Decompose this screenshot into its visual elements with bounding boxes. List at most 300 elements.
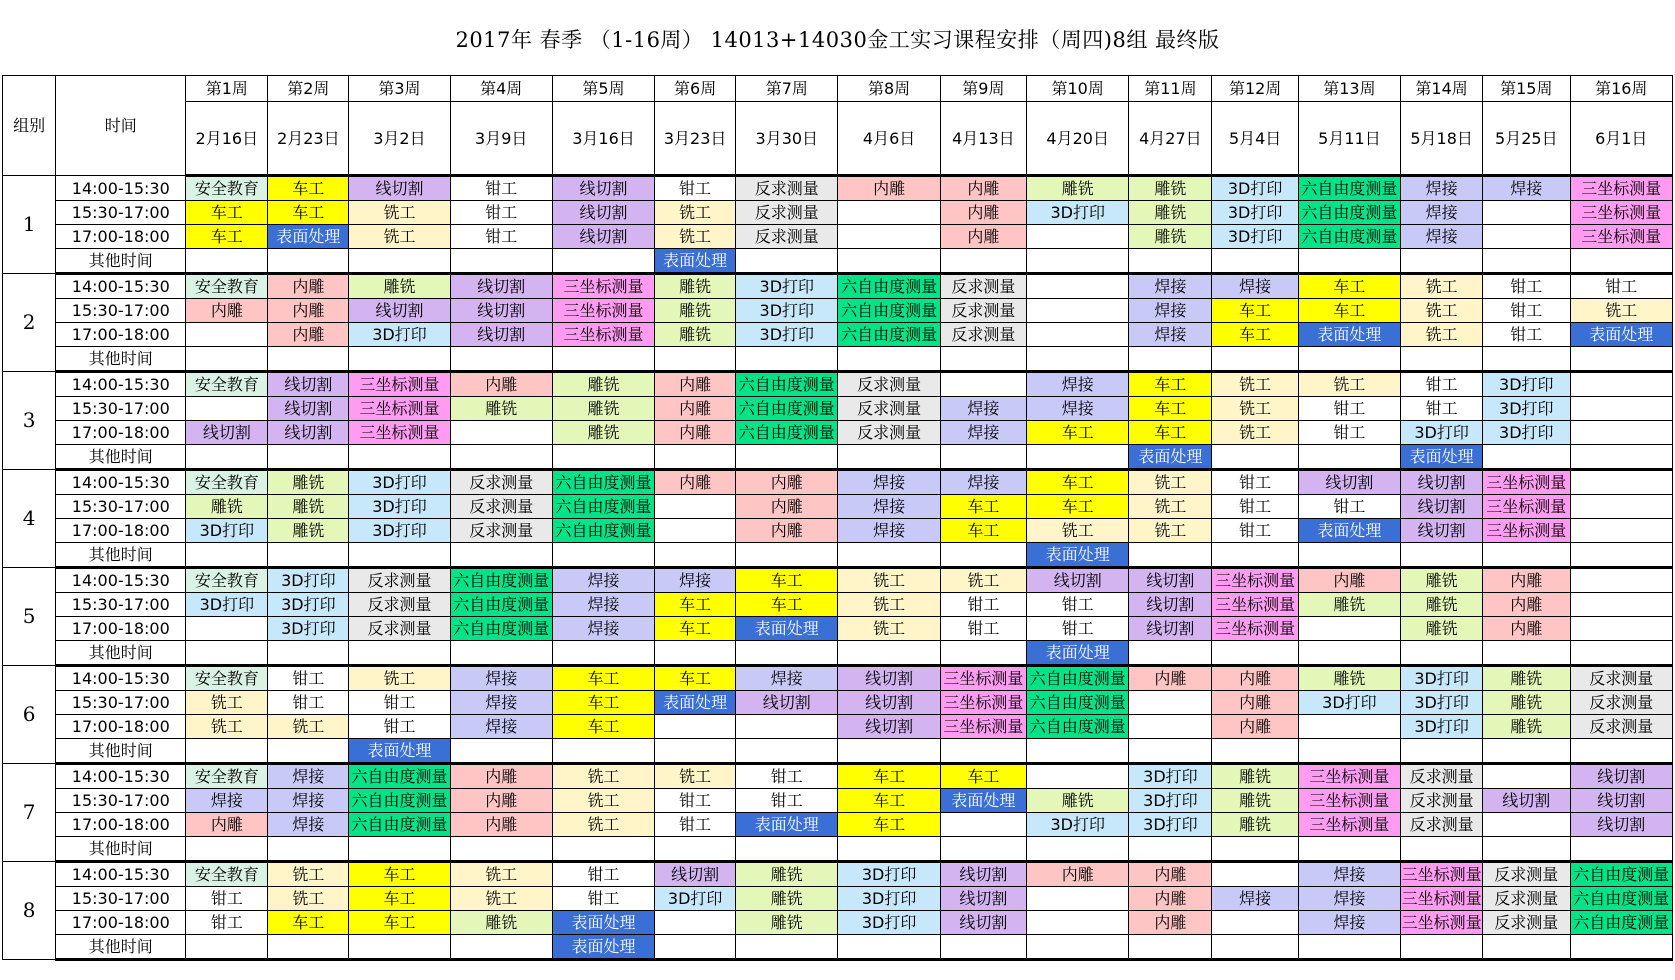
schedule-cell: 表面处理 <box>1129 445 1212 470</box>
time-slot-cell: 其他时间 <box>56 837 186 862</box>
schedule-cell: 反求测量 <box>349 593 450 617</box>
schedule-cell: 焊接 <box>268 764 349 789</box>
schedule-cell <box>349 641 450 666</box>
schedule-cell: 3D打印 <box>349 323 450 347</box>
schedule-cell: 雕铣 <box>268 519 349 543</box>
header-date-row <box>3 102 1673 176</box>
time-slot-cell: 14:00-15:30 <box>56 372 186 397</box>
schedule-cell: 3D打印 <box>349 495 450 519</box>
schedule-cell: 车工 <box>552 715 654 739</box>
schedule-row <box>3 739 1673 764</box>
schedule-cell: 线切割 <box>552 176 654 201</box>
schedule-cell: 雕铣 <box>1129 201 1212 225</box>
schedule-cell <box>940 641 1026 666</box>
schedule-cell: 3D打印 <box>186 593 268 617</box>
schedule-cell: 内雕 <box>186 813 268 837</box>
schedule-cell <box>736 347 838 372</box>
schedule-cell: 三坐标测量 <box>349 397 450 421</box>
schedule-cell: 雕铣 <box>1483 666 1570 691</box>
schedule-cell: 铣工 <box>1401 299 1483 323</box>
schedule-cell: 雕铣 <box>1212 813 1298 837</box>
schedule-cell: 钳工 <box>268 666 349 691</box>
schedule-cell: 铣工 <box>1212 421 1298 445</box>
schedule-cell: 线切割 <box>1570 764 1673 789</box>
schedule-cell <box>736 641 838 666</box>
schedule-cell: 反求测量 <box>736 176 838 201</box>
time-slot-cell: 15:30-17:00 <box>56 691 186 715</box>
schedule-cell: 钳工 <box>1483 323 1570 347</box>
schedule-cell: 反求测量 <box>940 299 1026 323</box>
schedule-row <box>3 495 1673 519</box>
schedule-cell <box>940 935 1026 960</box>
time-slot-cell: 17:00-18:00 <box>56 911 186 935</box>
schedule-cell: 3D打印 <box>1483 421 1570 445</box>
schedule-cell <box>1212 641 1298 666</box>
schedule-row <box>3 715 1673 739</box>
schedule-row <box>3 347 1673 372</box>
header-date: 5月18日 <box>1401 102 1483 176</box>
schedule-cell <box>736 543 838 568</box>
schedule-cell: 雕铣 <box>268 470 349 495</box>
schedule-cell <box>655 739 736 764</box>
schedule-cell: 雕铣 <box>736 911 838 935</box>
schedule-row <box>3 299 1673 323</box>
schedule-cell <box>736 739 838 764</box>
schedule-cell: 车工 <box>268 911 349 935</box>
schedule-cell: 钳工 <box>655 176 736 201</box>
schedule-cell: 焊接 <box>1129 323 1212 347</box>
schedule-cell: 3D打印 <box>1027 201 1129 225</box>
schedule-cell <box>186 837 268 862</box>
schedule-cell: 雕铣 <box>655 299 736 323</box>
schedule-cell: 反求测量 <box>450 495 552 519</box>
schedule-cell: 车工 <box>1212 299 1298 323</box>
schedule-cell: 线切割 <box>268 421 349 445</box>
schedule-cell: 六自由度测量 <box>1298 201 1400 225</box>
schedule-cell: 六自由度测量 <box>552 495 654 519</box>
schedule-cell <box>1483 813 1570 837</box>
schedule-cell: 三坐标测量 <box>1483 495 1570 519</box>
schedule-cell: 钳工 <box>1298 397 1400 421</box>
schedule-row <box>3 837 1673 862</box>
schedule-cell: 反求测量 <box>838 421 940 445</box>
schedule-cell: 3D打印 <box>349 470 450 495</box>
schedule-cell: 线切割 <box>1401 519 1483 543</box>
schedule-cell <box>838 739 940 764</box>
schedule-cell <box>268 641 349 666</box>
schedule-cell: 反求测量 <box>838 372 940 397</box>
schedule-row <box>3 887 1673 911</box>
schedule-cell: 六自由度测量 <box>450 593 552 617</box>
schedule-cell: 三坐标测量 <box>349 421 450 445</box>
schedule-cell: 铣工 <box>349 666 450 691</box>
schedule-cell: 安全教育 <box>186 470 268 495</box>
schedule-cell <box>1129 641 1212 666</box>
schedule-cell: 焊接 <box>1298 887 1400 911</box>
schedule-cell: 线切割 <box>1483 789 1570 813</box>
schedule-cell: 表面处理 <box>1570 323 1673 347</box>
schedule-cell <box>1298 641 1400 666</box>
schedule-cell: 线切割 <box>1027 568 1129 593</box>
time-slot-cell: 15:30-17:00 <box>56 397 186 421</box>
schedule-cell: 3D打印 <box>1027 813 1129 837</box>
schedule-cell: 钳工 <box>655 813 736 837</box>
schedule-cell: 焊接 <box>1401 201 1483 225</box>
header-week-row <box>3 76 1673 102</box>
schedule-cell: 铣工 <box>1570 299 1673 323</box>
schedule-cell: 3D打印 <box>186 519 268 543</box>
group-id-cell: 3 <box>3 372 56 470</box>
schedule-cell: 钳工 <box>186 911 268 935</box>
group-id-cell: 8 <box>3 862 56 960</box>
schedule-cell: 焊接 <box>838 470 940 495</box>
schedule-cell: 反求测量 <box>1483 862 1570 887</box>
page-title: 2017年 春季 （1-16周） 14013+14030金工实习课程安排（周四)8组 最终版 <box>455 28 1220 52</box>
schedule-cell: 雕铣 <box>1027 176 1129 201</box>
schedule-cell: 反求测量 <box>450 470 552 495</box>
schedule-row <box>3 911 1673 935</box>
schedule-cell <box>1401 249 1483 274</box>
schedule-cell <box>552 543 654 568</box>
schedule-cell: 雕铣 <box>1129 225 1212 249</box>
schedule-cell <box>736 249 838 274</box>
schedule-cell: 线切割 <box>349 299 450 323</box>
schedule-cell <box>1483 445 1570 470</box>
schedule-cell <box>655 715 736 739</box>
schedule-cell <box>1401 837 1483 862</box>
time-slot-cell: 15:30-17:00 <box>56 299 186 323</box>
schedule-cell: 表面处理 <box>1298 323 1400 347</box>
schedule-cell: 车工 <box>349 862 450 887</box>
schedule-cell: 铣工 <box>268 715 349 739</box>
schedule-cell: 六自由度测量 <box>450 568 552 593</box>
schedule-cell: 内雕 <box>655 397 736 421</box>
schedule-cell <box>450 421 552 445</box>
schedule-cell: 内雕 <box>186 299 268 323</box>
schedule-cell: 六自由度测量 <box>1027 666 1129 691</box>
schedule-cell: 线切割 <box>552 225 654 249</box>
schedule-cell: 六自由度测量 <box>1027 715 1129 739</box>
schedule-cell: 表面处理 <box>349 739 450 764</box>
schedule-cell: 内雕 <box>1483 568 1570 593</box>
time-slot-cell: 17:00-18:00 <box>56 225 186 249</box>
schedule-cell: 三坐标测量 <box>1570 176 1673 201</box>
schedule-cell: 线切割 <box>838 715 940 739</box>
schedule-cell: 焊接 <box>450 715 552 739</box>
time-slot-cell: 15:30-17:00 <box>56 495 186 519</box>
schedule-cell: 车工 <box>349 887 450 911</box>
schedule-cell <box>1212 445 1298 470</box>
schedule-cell: 钳工 <box>349 715 450 739</box>
schedule-cell: 焊接 <box>838 495 940 519</box>
schedule-cell: 雕铣 <box>450 397 552 421</box>
header-date: 5月25日 <box>1483 102 1570 176</box>
schedule-cell: 内雕 <box>838 176 940 201</box>
schedule-cell <box>268 739 349 764</box>
schedule-cell: 车工 <box>940 519 1026 543</box>
schedule-cell: 内雕 <box>1129 887 1212 911</box>
schedule-cell: 雕铣 <box>1129 176 1212 201</box>
schedule-cell <box>1129 691 1212 715</box>
schedule-cell <box>838 445 940 470</box>
time-slot-cell: 其他时间 <box>56 445 186 470</box>
schedule-cell: 反求测量 <box>1401 789 1483 813</box>
schedule-cell <box>1212 543 1298 568</box>
schedule-row <box>3 641 1673 666</box>
schedule-cell: 三坐标测量 <box>940 666 1026 691</box>
schedule-cell: 铣工 <box>940 568 1026 593</box>
schedule-cell: 六自由度测量 <box>1027 691 1129 715</box>
schedule-cell: 3D打印 <box>736 323 838 347</box>
schedule-cell <box>1298 543 1400 568</box>
schedule-cell: 三坐标测量 <box>940 715 1026 739</box>
schedule-row <box>3 543 1673 568</box>
schedule-cell: 车工 <box>838 789 940 813</box>
schedule-cell <box>1027 249 1129 274</box>
schedule-cell: 线切割 <box>940 911 1026 935</box>
time-slot-cell: 17:00-18:00 <box>56 617 186 641</box>
schedule-cell <box>1570 249 1673 274</box>
schedule-cell <box>1027 299 1129 323</box>
header-date: 2月16日 <box>186 102 268 176</box>
schedule-cell: 车工 <box>736 593 838 617</box>
schedule-cell: 3D打印 <box>1212 176 1298 201</box>
schedule-cell: 内雕 <box>268 299 349 323</box>
schedule-cell: 车工 <box>1298 274 1400 299</box>
time-slot-cell: 14:00-15:30 <box>56 470 186 495</box>
schedule-cell: 焊接 <box>1298 862 1400 887</box>
schedule-cell: 3D打印 <box>838 911 940 935</box>
schedule-row <box>3 666 1673 691</box>
schedule-cell: 安全教育 <box>186 372 268 397</box>
schedule-cell: 雕铣 <box>1027 789 1129 813</box>
schedule-cell: 六自由度测量 <box>349 764 450 789</box>
schedule-cell <box>1570 470 1673 495</box>
schedule-cell <box>940 813 1026 837</box>
schedule-cell: 焊接 <box>268 813 349 837</box>
schedule-cell: 雕铣 <box>1298 593 1400 617</box>
header-week: 第8周 <box>838 76 940 102</box>
schedule-row <box>3 372 1673 397</box>
schedule-cell <box>838 225 940 249</box>
schedule-cell <box>1570 445 1673 470</box>
schedule-cell: 铣工 <box>349 201 450 225</box>
schedule-row <box>3 691 1673 715</box>
schedule-cell: 雕铣 <box>186 495 268 519</box>
schedule-cell <box>268 543 349 568</box>
schedule-cell: 钳工 <box>1401 397 1483 421</box>
schedule-cell: 反求测量 <box>838 397 940 421</box>
schedule-cell: 雕铣 <box>552 421 654 445</box>
schedule-cell: 铣工 <box>1212 397 1298 421</box>
schedule-cell: 三坐标测量 <box>1298 813 1400 837</box>
schedule-cell <box>1483 249 1570 274</box>
schedule-cell: 三坐标测量 <box>1570 201 1673 225</box>
schedule-cell: 内雕 <box>940 201 1026 225</box>
schedule-cell <box>349 347 450 372</box>
schedule-cell <box>1570 372 1673 397</box>
schedule-cell <box>1212 862 1298 887</box>
schedule-cell: 铣工 <box>838 568 940 593</box>
schedule-cell <box>268 837 349 862</box>
schedule-cell: 焊接 <box>940 470 1026 495</box>
schedule-cell <box>1027 837 1129 862</box>
schedule-cell: 雕铣 <box>349 274 450 299</box>
schedule-row <box>3 274 1673 299</box>
time-slot-cell: 14:00-15:30 <box>56 666 186 691</box>
time-slot-cell: 其他时间 <box>56 347 186 372</box>
schedule-cell <box>736 935 838 960</box>
schedule-cell <box>1401 935 1483 960</box>
schedule-cell: 车工 <box>736 568 838 593</box>
schedule-cell: 车工 <box>552 666 654 691</box>
schedule-cell <box>1129 837 1212 862</box>
schedule-cell: 车工 <box>1129 397 1212 421</box>
schedule-cell: 车工 <box>1027 470 1129 495</box>
schedule-cell: 车工 <box>1027 421 1129 445</box>
schedule-cell <box>1483 543 1570 568</box>
schedule-cell: 焊接 <box>450 691 552 715</box>
schedule-cell <box>349 445 450 470</box>
schedule-cell: 雕铣 <box>1298 666 1400 691</box>
schedule-cell: 六自由度测量 <box>450 617 552 641</box>
schedule-cell: 三坐标测量 <box>1483 519 1570 543</box>
schedule-cell <box>838 837 940 862</box>
schedule-cell: 铣工 <box>552 764 654 789</box>
schedule-cell: 六自由度测量 <box>838 299 940 323</box>
schedule-cell <box>1483 225 1570 249</box>
schedule-cell <box>1212 837 1298 862</box>
schedule-cell: 钳工 <box>1027 617 1129 641</box>
schedule-cell <box>1129 543 1212 568</box>
time-slot-cell: 14:00-15:30 <box>56 862 186 887</box>
schedule-cell: 焊接 <box>1212 887 1298 911</box>
schedule-cell: 线切割 <box>940 887 1026 911</box>
schedule-cell: 线切割 <box>450 299 552 323</box>
schedule-cell: 铣工 <box>349 225 450 249</box>
schedule-cell: 焊接 <box>1129 299 1212 323</box>
schedule-cell <box>1570 593 1673 617</box>
schedule-cell: 内雕 <box>1129 862 1212 887</box>
schedule-row <box>3 445 1673 470</box>
schedule-cell: 钳工 <box>1027 593 1129 617</box>
time-slot-cell: 17:00-18:00 <box>56 813 186 837</box>
schedule-cell: 线切割 <box>1129 617 1212 641</box>
schedule-cell <box>940 543 1026 568</box>
header-date: 3月9日 <box>450 102 552 176</box>
schedule-cell <box>450 347 552 372</box>
schedule-cell: 六自由度测量 <box>349 813 450 837</box>
schedule-cell: 内雕 <box>1027 862 1129 887</box>
schedule-cell: 3D打印 <box>1129 764 1212 789</box>
schedule-cell: 线切割 <box>268 397 349 421</box>
header-week: 第12周 <box>1212 76 1298 102</box>
schedule-cell: 三坐标测量 <box>1401 887 1483 911</box>
schedule-cell: 3D打印 <box>1401 715 1483 739</box>
header-week: 第5周 <box>552 76 654 102</box>
schedule-cell: 线切割 <box>1129 568 1212 593</box>
schedule-cell: 铣工 <box>186 715 268 739</box>
schedule-cell <box>552 837 654 862</box>
schedule-row <box>3 764 1673 789</box>
schedule-cell: 铣工 <box>1298 372 1400 397</box>
schedule-cell <box>450 543 552 568</box>
schedule-cell: 焊接 <box>1401 225 1483 249</box>
schedule-cell: 铣工 <box>1401 274 1483 299</box>
schedule-cell: 3D打印 <box>1483 372 1570 397</box>
schedule-cell <box>450 445 552 470</box>
time-slot-cell: 其他时间 <box>56 641 186 666</box>
schedule-cell: 线切割 <box>1401 495 1483 519</box>
schedule-cell: 六自由度测量 <box>1298 225 1400 249</box>
schedule-cell <box>1401 739 1483 764</box>
schedule-cell <box>736 445 838 470</box>
schedule-cell: 雕铣 <box>1483 715 1570 739</box>
schedule-cell: 线切割 <box>838 691 940 715</box>
schedule-row <box>3 862 1673 887</box>
schedule-cell <box>268 249 349 274</box>
schedule-cell <box>349 837 450 862</box>
schedule-cell: 反求测量 <box>1570 691 1673 715</box>
schedule-cell: 车工 <box>186 201 268 225</box>
schedule-cell: 内雕 <box>450 789 552 813</box>
schedule-cell: 线切割 <box>450 323 552 347</box>
schedule-cell: 三坐标测量 <box>1212 568 1298 593</box>
schedule-cell: 雕铣 <box>736 887 838 911</box>
schedule-cell: 铣工 <box>552 813 654 837</box>
schedule-cell: 铣工 <box>1212 372 1298 397</box>
schedule-cell: 车工 <box>268 176 349 201</box>
schedule-cell <box>940 249 1026 274</box>
schedule-row <box>3 813 1673 837</box>
schedule-row <box>3 519 1673 543</box>
schedule-cell: 焊接 <box>268 789 349 813</box>
schedule-cell: 车工 <box>349 911 450 935</box>
header-week: 第3周 <box>349 76 450 102</box>
schedule-cell: 六自由度测量 <box>349 789 450 813</box>
schedule-cell <box>1027 739 1129 764</box>
schedule-cell: 内雕 <box>450 372 552 397</box>
schedule-cell <box>1212 935 1298 960</box>
header-week: 第7周 <box>736 76 838 102</box>
schedule-cell <box>450 935 552 960</box>
schedule-cell <box>1483 764 1570 789</box>
schedule-cell: 内雕 <box>1212 691 1298 715</box>
header-week: 第9周 <box>940 76 1026 102</box>
schedule-cell: 钳工 <box>186 887 268 911</box>
schedule-cell: 钳工 <box>1401 372 1483 397</box>
schedule-cell: 反求测量 <box>349 568 450 593</box>
schedule-cell <box>1212 347 1298 372</box>
schedule-cell: 雕铣 <box>655 323 736 347</box>
schedule-cell <box>1027 323 1129 347</box>
schedule-cell: 内雕 <box>450 764 552 789</box>
schedule-cell: 铣工 <box>655 764 736 789</box>
schedule-cell: 焊接 <box>552 593 654 617</box>
schedule-cell <box>450 837 552 862</box>
schedule-cell <box>186 323 268 347</box>
schedule-cell <box>940 347 1026 372</box>
schedule-cell: 线切割 <box>1570 813 1673 837</box>
schedule-cell <box>1129 715 1212 739</box>
schedule-cell <box>1027 274 1129 299</box>
schedule-cell: 钳工 <box>1298 421 1400 445</box>
time-slot-cell: 15:30-17:00 <box>56 593 186 617</box>
schedule-cell <box>552 445 654 470</box>
schedule-cell <box>450 739 552 764</box>
schedule-cell: 内雕 <box>1298 568 1400 593</box>
schedule-cell: 钳工 <box>1212 519 1298 543</box>
